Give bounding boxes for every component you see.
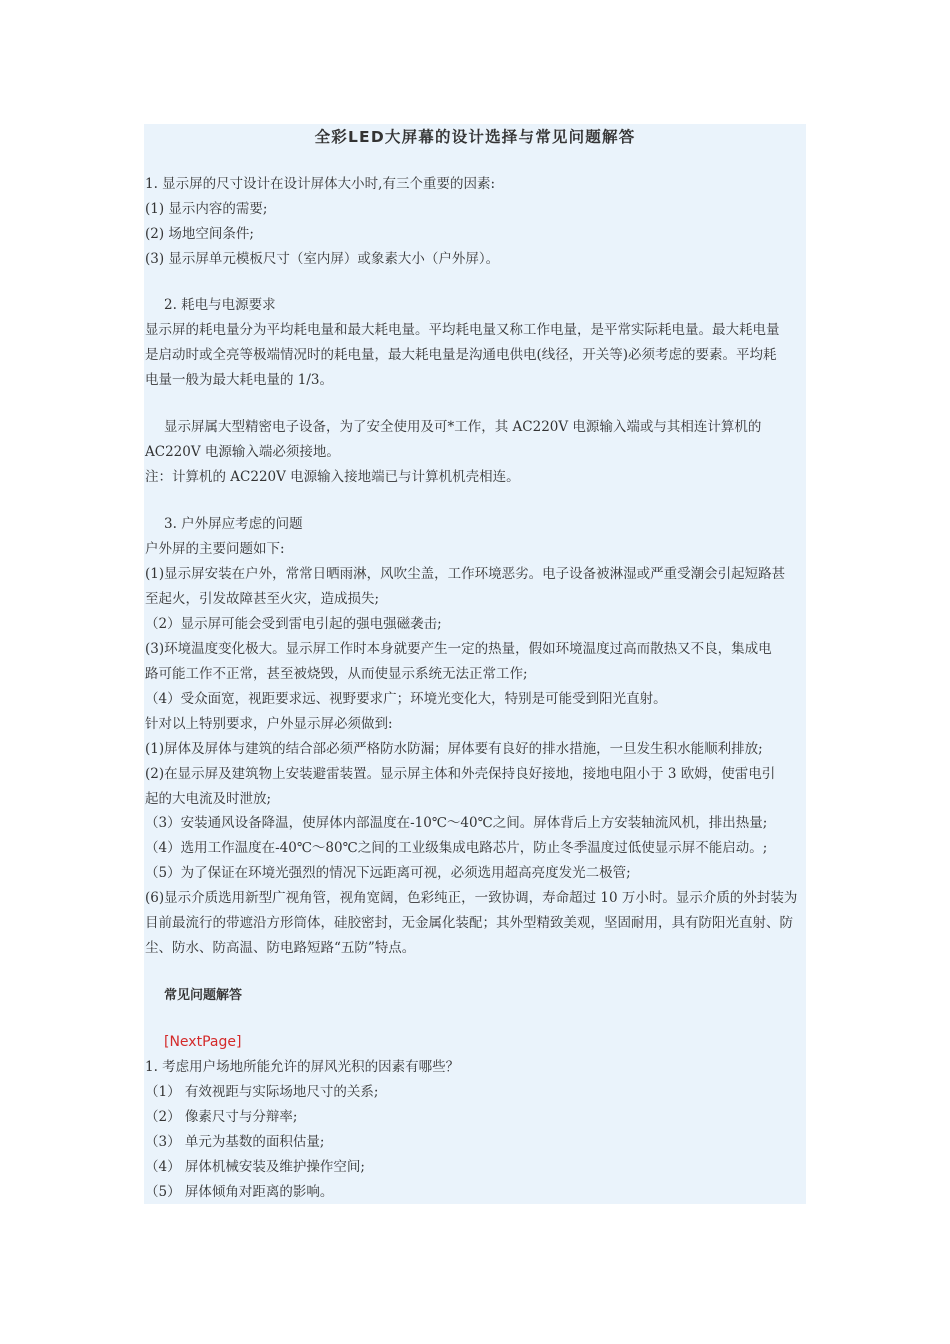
text-line: 显示屏的耗电量分为平均耗电量和最大耗电量。平均耗电量又称工作电量，是平常实际耗电量。最大耗电量 [145, 322, 780, 338]
text-line: 注：计算机的 AC220V 电源输入接地端已与计算机机壳相连。 [145, 469, 520, 485]
text-line: 起的大电流及时泄放; [145, 791, 272, 807]
text-line: 是启动时或全亮等极端情况时的耗电量，最大耗电量是沟通电供电(线径，开关等)必须考虑的要素。平均耗 [145, 347, 777, 363]
section-heading: 3. 户外屏应考虑的问题 [164, 516, 303, 532]
text-line: (2) 场地空间条件; [145, 226, 254, 242]
text-line: （2）显示屏可能会受到雷电引起的强电强磁袭击; [145, 616, 442, 632]
text-line: (3) 显示屏单元模板尺寸（室内屏）或象素大小（户外屏）。 [145, 251, 500, 267]
text-line: 路可能工作不正常，甚至被烧毁，从而使显示系统无法正常工作; [145, 666, 528, 682]
text-line: (3)环境温度变化极大。显示屏工作时本身就要产生一定的热量，假如环境温度过高而散热又不良，集成电 [145, 641, 772, 657]
text-line: 尘、防水、防高温、防电路短路“五防”特点。 [145, 940, 416, 956]
text-line: （5）为了保证在环境光强烈的情况下远距离可视，必须选用超高亮度发光二极管; [145, 865, 631, 881]
text-line: 针对以上特别要求，户外显示屏必须做到: [145, 716, 393, 732]
text-line: (6)显示介质选用新型广视角管，视角宽阔，色彩纯正，一致协调，寿命超过 10 万小时。显示介质的外封装为 [145, 890, 798, 906]
text-line: 户外屏的主要问题如下: [145, 541, 285, 557]
list-item: （5） 屏体倾角对距离的影响。 [145, 1184, 334, 1200]
list-item: （1） 有效视距与实际场地尺寸的关系; [145, 1084, 379, 1100]
text-line: AC220V 电源输入端必须接地。 [145, 444, 340, 460]
text-line: 电量一般为最大耗电量的 1/3。 [145, 372, 334, 388]
list-item: （3） 单元为基数的面积估量; [145, 1134, 325, 1150]
list-item: （2） 像素尺寸与分辩率; [145, 1109, 298, 1125]
text-line: （3）安装通风设备降温，使屏体内部温度在-10℃～40℃之间。屏体背后上方安装轴流风机，排出热量; [145, 815, 768, 831]
text-line: (2)在显示屏及建筑物上安装避雷装置。显示屏主体和外壳保持良好接地，接地电阻小于 3 欧姆，使雷电引 [145, 766, 776, 782]
text-line: 1. 显示屏的尺寸设计在设计屏体大小时,有三个重要的因素: [145, 176, 496, 192]
text-line: 1. 考虑用户场地所能允许的屏风光积的因素有哪些？ [145, 1059, 460, 1075]
text-line: 显示屏属大型精密电子设备，为了安全使用及可*工作，其 AC220V 电源输入端或与其相连计算机的 [164, 419, 762, 435]
next-page-marker: [NextPage] [164, 1034, 242, 1050]
text-line: 至起火，引发故障甚至火灾，造成损失; [145, 591, 380, 607]
text-line: （4）受众面宽，视距要求远、视野要求广；环境光变化大，特别是可能受到阳光直射。 [145, 691, 667, 707]
text-line: 目前最流行的带遮沿方形筒体，硅胶密封，无金属化装配；其外型精致美观，坚固耐用，具有防阳光直射、防 [145, 915, 793, 931]
list-item: （4） 屏体机械安装及维护操作空间; [145, 1159, 365, 1175]
text-line: (1)屏体及屏体与建筑的结合部必须严格防水防漏；屏体要有良好的排水措施，一旦发生积水能顺利排放; [145, 741, 763, 757]
text-line: (1)显示屏安装在户外，常常日晒雨淋，风吹尘盖，工作环境恶劣。电子设备被淋湿或严重受潮会引起短路甚 [145, 566, 786, 582]
faq-heading: 常见问题解答 [164, 988, 243, 1003]
text-line: （4）选用工作温度在-40℃～80℃之间的工业级集成电路芯片，防止冬季温度过低使显示屏不能启动。; [145, 840, 768, 856]
text-line: (1) 显示内容的需要; [145, 201, 268, 217]
page-title: 全彩LED大屏幕的设计选择与常见问题解答 [314, 128, 636, 146]
section-heading: 2. 耗电与电源要求 [164, 297, 276, 313]
